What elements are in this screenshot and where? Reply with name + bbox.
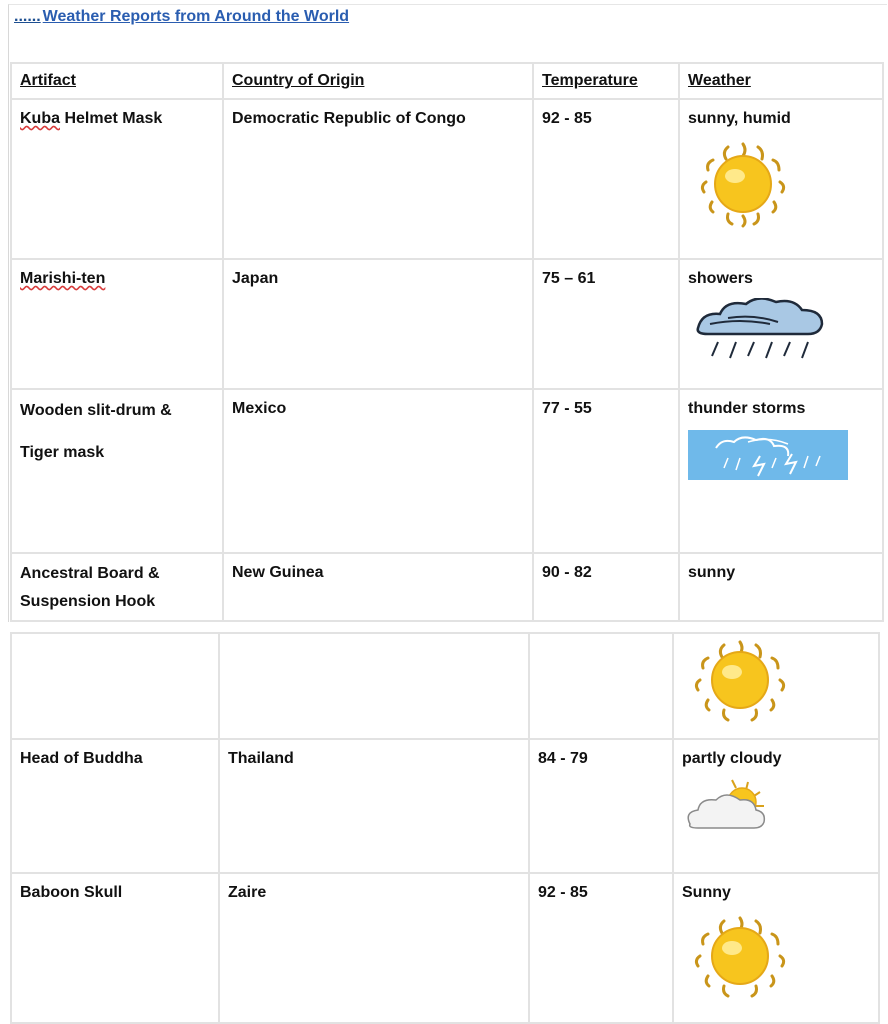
table-row [11, 739, 879, 873]
artifact-cell [11, 259, 223, 389]
weather-cell [673, 633, 879, 739]
weather-table-page-2 [10, 632, 880, 1024]
country-cell: Thailand [219, 739, 529, 873]
table-row [11, 389, 883, 553]
column-header-weather: Weather [679, 63, 883, 99]
document-header [14, 8, 349, 26]
sun-icon [688, 138, 882, 233]
table-row [11, 553, 883, 621]
country-cell: Japan [223, 259, 533, 389]
sun-icon [682, 914, 878, 1003]
temperature-cell: 77 - 55 [533, 389, 679, 553]
column-header-artifact: Artifact [11, 63, 223, 99]
page-title-link[interactable]: Weather Reports from Around the World [42, 8, 350, 25]
partly-cloudy-icon [682, 778, 878, 839]
temperature-cell: 75 – 61 [533, 259, 679, 389]
weather-cell: thunder storms [679, 389, 883, 553]
artifact-cell: Baboon Skull [11, 873, 219, 1023]
artifact-cell: Ancestral Board & Suspension Hook [11, 553, 223, 621]
country-cell: Zaire [219, 873, 529, 1023]
rain-cloud-icon [688, 298, 882, 369]
weather-cell: sunny [679, 553, 883, 621]
artifact-name-misspelled-word: Kuba [20, 110, 60, 127]
temperature-cell: 84 - 79 [529, 739, 673, 873]
artifact-name-misspelled-word: Marishi-ten [20, 270, 106, 287]
table-row [11, 873, 879, 1023]
weather-cell: partly cloudy [673, 739, 879, 873]
table-row [11, 99, 883, 259]
country-cell: Mexico [223, 389, 533, 553]
header-prefix: ...... [14, 8, 41, 25]
artifact-cell: Kuba Helmet Mask [11, 99, 223, 259]
sun-icon [682, 638, 878, 727]
weather-cell: sunny, humid [679, 99, 883, 259]
thunderstorm-icon [688, 430, 882, 485]
country-cell [219, 633, 529, 739]
temperature-cell: 92 - 85 [529, 873, 673, 1023]
column-header-temperature: Temperature [533, 63, 679, 99]
artifact-cell: Head of Buddha [11, 739, 219, 873]
page-break [0, 622, 888, 630]
weather-table-page-1 [10, 62, 884, 622]
country-cell: Democratic Republic of Congo [223, 99, 533, 259]
table-row-continuation [11, 633, 879, 739]
temperature-cell: 92 - 85 [533, 99, 679, 259]
artifact-cell: Wooden slit-drum & Tiger mask [11, 389, 223, 553]
temperature-cell [529, 633, 673, 739]
table-row [11, 259, 883, 389]
weather-cell: showers [679, 259, 883, 389]
table-header-row [11, 63, 883, 99]
temperature-cell: 90 - 82 [533, 553, 679, 621]
weather-cell: Sunny [673, 873, 879, 1023]
artifact-cell [11, 633, 219, 739]
column-header-country: Country of Origin [223, 63, 533, 99]
country-cell: New Guinea [223, 553, 533, 621]
